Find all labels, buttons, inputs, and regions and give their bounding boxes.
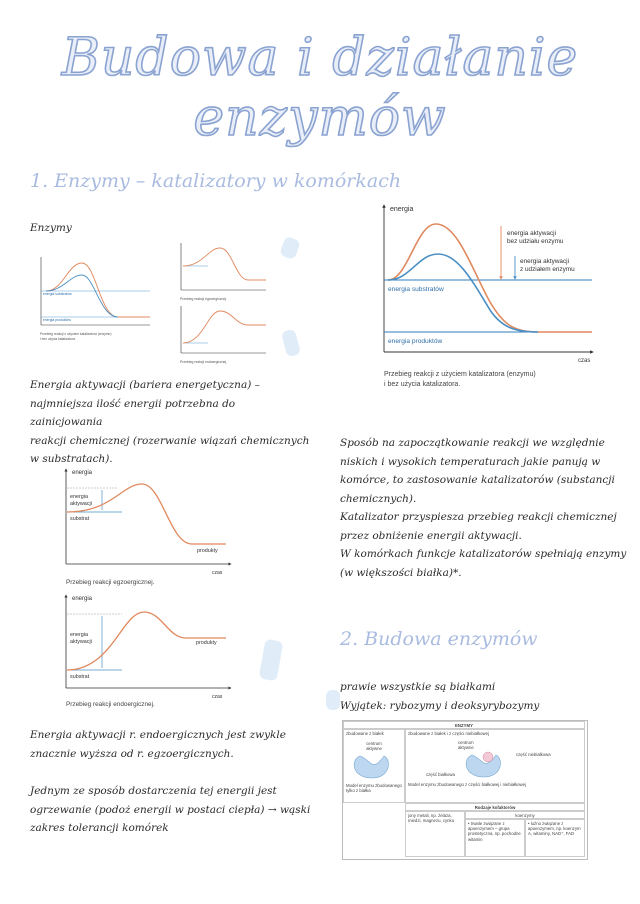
enzyme-structure-table xyxy=(342,720,588,860)
heat-note xyxy=(30,782,320,838)
thumbnail-substrate-label: energia substratów xyxy=(43,292,72,296)
y-axis-label: energia xyxy=(72,596,93,602)
section-heading: 2. Budowa enzymów xyxy=(340,628,538,650)
thumbnail-caption: i bez użycia katalizatora. xyxy=(40,337,76,341)
explanation-line: Katalizator przyspiesza przebieg reakcji chemicznej xyxy=(340,511,617,523)
label-activation-with-enzyme: z udziałem enzymu xyxy=(520,266,575,273)
explanation-line: (w większości białka)*. xyxy=(340,566,462,579)
note-line: Energia aktywacji r. endoergicznych jest zwykle xyxy=(30,729,286,741)
exoergic-reaction-diagram xyxy=(62,464,238,590)
label-activation-with-enzyme: energia aktywacji xyxy=(520,258,570,265)
section-heading: 1. Enzymy – katalizatory w komórkach xyxy=(30,170,402,192)
figure-caption: i bez użycia katalizatora. xyxy=(384,381,461,388)
structure-line: Wyjątek: rybozymy i deoksyrybozymy xyxy=(340,699,540,712)
explanation-line: W komórkach funkcje katalizatorów spełniają enzymy xyxy=(340,548,627,560)
definition-line: Energia aktywacji (bariera energetyczna) – xyxy=(30,379,260,391)
explanation-line: przez obniżenie energii aktywacji. xyxy=(340,529,522,542)
label-activation-energy: energia xyxy=(70,494,88,500)
table-cell: koenzymy xyxy=(465,811,585,819)
thumbnail-figure-endo xyxy=(178,303,270,367)
table-cell: Rodzaje kofaktorów xyxy=(405,803,585,811)
background-decoration xyxy=(259,639,284,682)
catalysis-energy-diagram xyxy=(378,202,600,394)
note-line: ogrzewanie (podoż energii w postaci ciepła) → wąski xyxy=(30,803,311,816)
enzyme-model-icon xyxy=(346,752,402,782)
explanation-line: chemicznych). xyxy=(340,492,417,505)
thumbnail-product-label: energia produktów xyxy=(43,318,71,322)
note-line: zakres tolerancji komórek xyxy=(30,822,169,834)
definition-text xyxy=(30,376,310,469)
explanation-line: komórce, to zastosowanie katalizatorów (substancji xyxy=(340,474,615,486)
table-cell: zbudowane z białek i z części niebiałkowej centrum aktywne część niebiałkowa część białkowa Model enzymu zbudowanego z części białkowej i niebiałkowej xyxy=(405,729,585,803)
label-activation-energy: aktywacji xyxy=(70,639,92,645)
page-title: Budowa i działanie enzymów xyxy=(61,28,579,148)
explanation-line: niskich i wysokich temperaturach jakie panują w xyxy=(340,455,601,468)
table-cell: • luźno związane z apoenzymem, np. koenzym A, witaminy, NAD⁺, FAD xyxy=(525,819,585,857)
label-substrate: substrat xyxy=(70,674,90,680)
thumbnail-caption: Przebieg reakcji z użyciem katalizatora (enzymu) xyxy=(40,332,112,336)
label-products: produkty xyxy=(196,640,217,646)
thumbnail-figure-catalysis xyxy=(38,253,156,345)
x-axis-label: czas xyxy=(212,570,223,576)
endoergic-note xyxy=(30,726,320,763)
explanation-line: Sposób na zapoczątkowanie reakcji we względnie xyxy=(340,437,605,449)
label-enzymes: Enzymy xyxy=(30,222,72,234)
thumbnail-figure-exo xyxy=(178,240,270,304)
background-decoration xyxy=(326,690,340,710)
background-decoration xyxy=(279,236,301,260)
x-axis-label: czas xyxy=(212,694,223,700)
label-activation-without-enzyme: bez udziału enzymu xyxy=(507,238,564,245)
figure-caption: Przebieg reakcji z użyciem katalizatora (enzymu) xyxy=(384,371,536,378)
thumbnail-caption: Przebieg reakcji endoergicznej. xyxy=(180,360,228,364)
note-line: znacznie wyższa od r. egzoergicznych. xyxy=(30,747,234,760)
definition-line: reakcji chemicznej (rozerwanie wiązań chemicznych xyxy=(30,434,310,447)
definition-line: najmniejsza ilość energii potrzebna do zainicjowania xyxy=(30,397,236,428)
label-product-energy: energia produktów xyxy=(388,338,443,345)
catalyst-explanation xyxy=(340,434,630,582)
definition-line: w substratach). xyxy=(30,453,113,465)
label-products: produkty xyxy=(197,548,218,554)
label-activation-energy: aktywacji xyxy=(70,501,92,507)
table-cell: • trwale związane z apoenzymem – grupa prostetyczna, np. pochodne witamin xyxy=(465,819,525,857)
table-cell: jony metali, np. żelaza, miedzi, magnezu, cynku xyxy=(405,811,465,857)
figure-caption: Przebieg reakcji endoergicznej. xyxy=(66,701,155,708)
x-axis-label: czas xyxy=(578,358,591,364)
figure-caption: Przebieg reakcji egzoergicznej. xyxy=(66,579,155,586)
thumbnail-caption: Przebieg reakcji egzoergicznej. xyxy=(180,297,227,301)
structure-line: prawie wszystkie są białkami xyxy=(340,681,496,693)
label-activation-energy: energia xyxy=(70,632,88,638)
y-axis-label: energia xyxy=(390,206,414,213)
label-substrate: substrat xyxy=(70,516,90,522)
label-substrate-energy: energia substratów xyxy=(388,286,444,293)
background-decoration xyxy=(281,329,301,358)
y-axis-label: energia xyxy=(72,470,93,476)
table-title: ENZYMY xyxy=(343,721,585,729)
structure-notes xyxy=(340,678,630,715)
note-line: Jednym ze sposób dostarczenia tej energii jest xyxy=(30,785,277,797)
label-activation-without-enzyme: energia aktywacji xyxy=(507,230,557,237)
endoergic-reaction-diagram xyxy=(62,592,238,710)
table-cell: zbudowane z białek centrum aktywne Model enzymu zbudowanego tylko z białka xyxy=(343,729,405,803)
